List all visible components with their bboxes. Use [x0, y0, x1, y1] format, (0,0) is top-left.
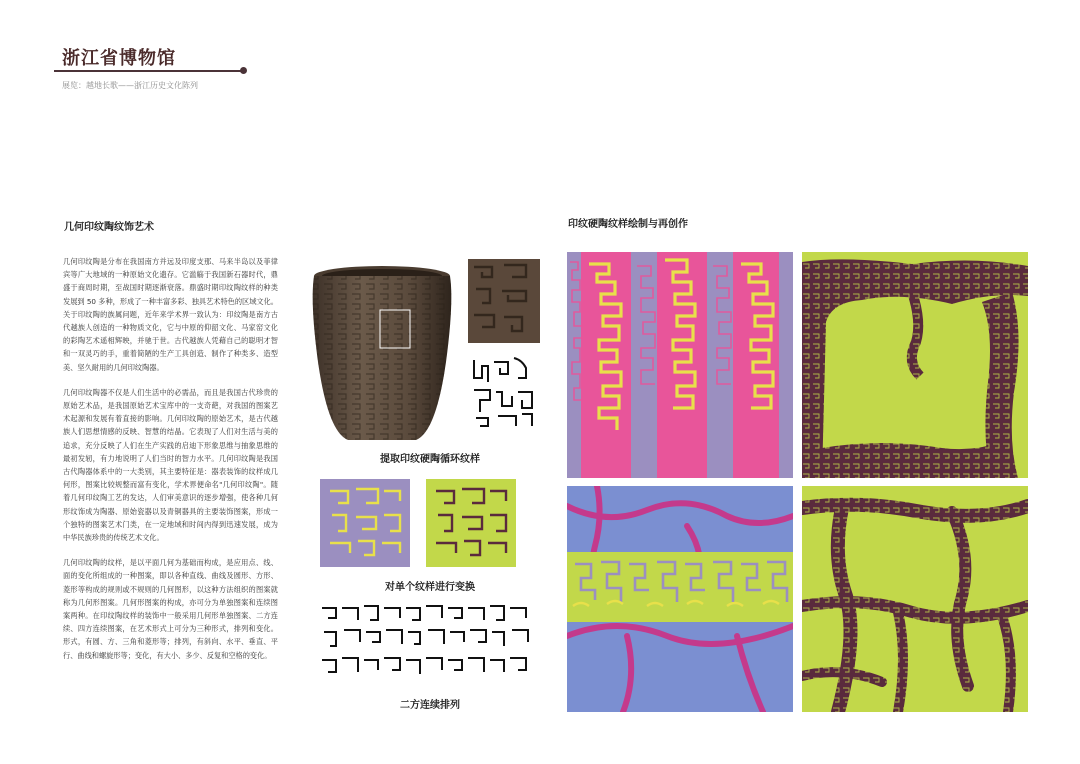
lime-transform-swatch — [426, 479, 516, 567]
texture-closeup-image — [468, 259, 540, 343]
exhibit-subtitle: 展览：越地长歌——浙江历史文化陈列 — [62, 81, 198, 90]
purple-transform-swatch — [320, 479, 410, 567]
caption-extract-pattern: 提取印纹硬陶循环纹样 — [380, 454, 480, 465]
lime-maroon-frame-panel — [802, 252, 1028, 478]
continuous-arrangement-pattern — [318, 602, 542, 690]
extracted-line-pattern — [468, 352, 540, 432]
body-paragraph-2: 几何印纹陶器不仅是人们生活中的必需品，而且是我国古代珍贵的原始艺术品，是我国原始艺术宝库中的一支奇葩，对我国的图案艺术起源和发展有着直接的影响。几何印纹陶的原始艺术，是古代越族人们思想情感的反映、智慧的结晶。它表现了人们对生活与美的追求，充分反映了人们在生产实践的启迪下形象思维与抽象思维的最初发轫，有力地说明了人们当时的智力水平。几何印纹陶是我国古代陶器体系中的一大类别，其主要特征是：器表装饰的纹样成几何形，图案比较规整而富有变化，学术界便命名"几何印纹陶"。随着几何印纹陶工艺的发达，人们审美意识的逐步增强，使各种几何形纹饰成为陶器、原始瓷器以及青铜器具的主要装饰图案，形成一个独特的图案艺术门类，在一定地域和时间内得到迅速发展，成为中华民族珍贵的传统艺术文化。 — [63, 387, 278, 543]
body-text — [63, 255, 278, 674]
pottery-jar-image — [308, 262, 456, 444]
body-paragraph-3: 几何印纹陶的纹样，是以平面几何为基础而构成，是应用点、线、面的变化所组成的一种图案，即以各种直线、曲线及圆形、方形、菱形等构成的规则或不规则的几何图形，以这种方法组织的图案就称为几何形图案。几何形图案的构成，亦可分为单独图案和连续图案两种。在印纹陶纹样的装饰中一般采用几何形单独图案、二方连续、四方连续图案，在艺术形式上可分为三种形式，排列和变化。形式，有圆、方、三角和菱形等；排列，有斜向、水平、垂直、平行、曲线和螺旋形等；变化，有大小、多少、反复和空格的变化。 — [63, 558, 278, 660]
body-paragraph-1: 几何印纹陶是分布在我国南方并远及印度支那、马来半岛以及菲律宾等广大地域的一种原始文化遗存。它滥觞于我国新石器时代，鼎盛于商周时期，至战国时期逐渐衰落。鼎盛时期印纹陶纹样的种类发展到 50 多种，形成了一种丰富多彩、独具艺术特色的区域文化。关于印纹陶的族属问题，近年来学术界一致认为：印纹陶是南方古代越族人创造的一种物质文化，它与中原的仰韶文化、马家窑文化的彩陶艺术遥相辉映，并驰于世。古代越族人凭藉自己的聪明才智和一双灵巧的手，重着简陋的生产工具创造、制作了种类多、造型美、坚久耐用的几何印纹陶器。 — [63, 257, 278, 372]
title-rule — [54, 70, 242, 72]
museum-title: 浙江省博物馆 — [62, 48, 176, 69]
blue-pink-vein-panel — [567, 486, 793, 712]
lime-maroon-network-panel — [802, 486, 1028, 712]
title-rule-dot — [240, 67, 247, 74]
caption-continuous-arrangement: 二方连续排列 — [400, 700, 460, 711]
caption-transform-pattern: 对单个纹样进行变换 — [385, 582, 475, 593]
right-section-heading: 印纹硬陶纹样绘制与再创作 — [568, 219, 688, 230]
left-section-heading: 几何印纹陶纹饰艺术 — [64, 222, 154, 233]
pink-yellow-stripe-panel — [567, 252, 793, 478]
